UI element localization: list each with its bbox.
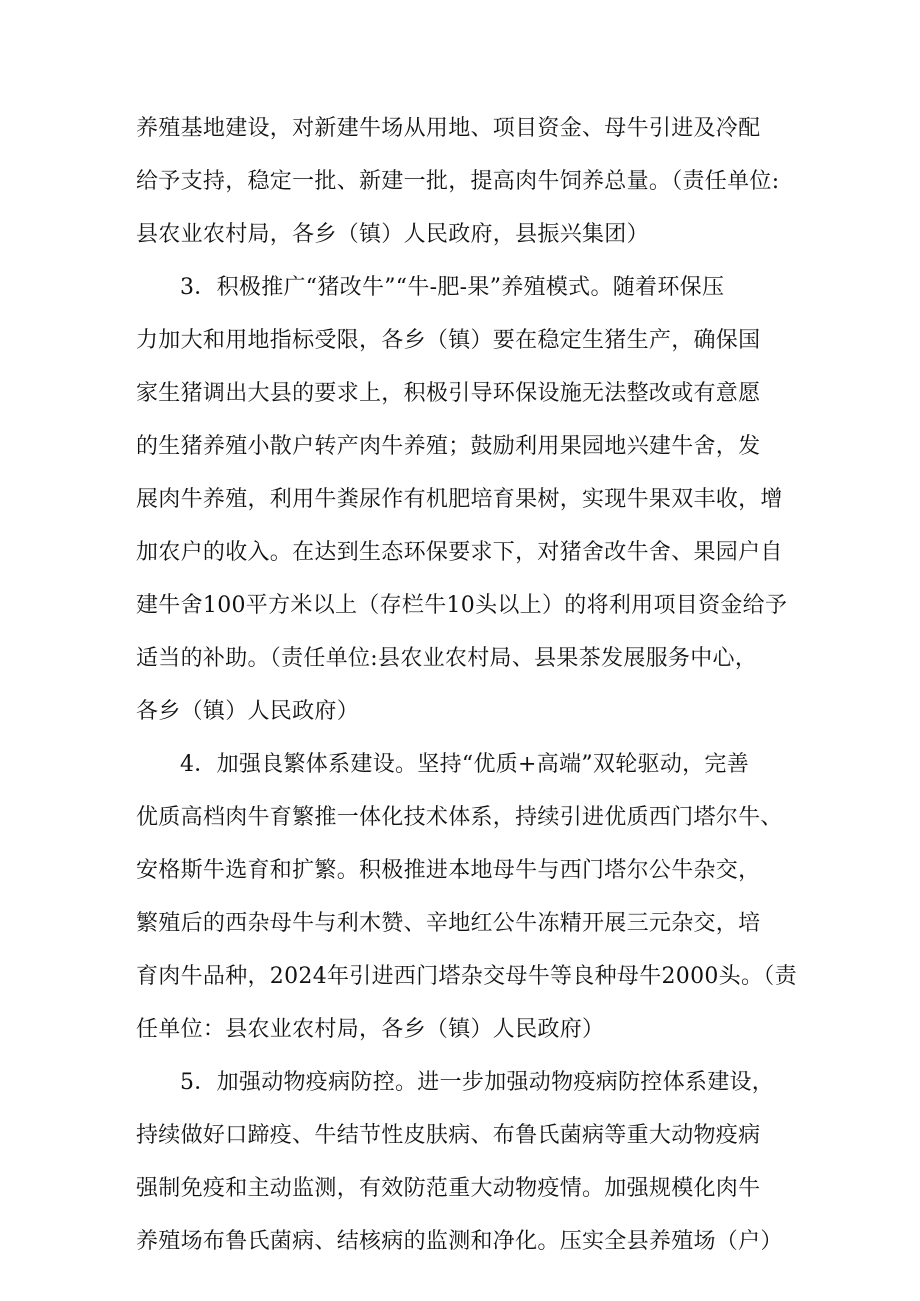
paragraph-line: 家生猪调出大县的要求上，积极引导环保设施无法整改或有意愿: [136, 381, 761, 406]
paragraph-line: 力加大和用地指标受限，各乡（镇）要在稳定生猪生产，确保国: [136, 328, 761, 353]
paragraph-line: 优质高档肉牛育繁推一体化技术体系，持续引进优质西门塔尔牛、: [136, 805, 783, 830]
paragraph-line: 持续做好口蹄疫、牛结节性皮肤病、布鲁氏菌病等重大动物疫病: [136, 1123, 761, 1148]
paragraph-line: 安格斯牛选育和扩繁。积极推进本地母牛与西门塔尔公牛杂交，: [136, 858, 761, 883]
paragraph-5-first-line: 5．加强动物疫病防控。进一步加强动物疫病防控体系建设，: [180, 1070, 775, 1095]
paragraph-line: 繁殖后的西杂母牛与利木赞、辛地红公牛冻精开展三元杂交，培: [136, 911, 761, 936]
paragraph-line: 加农户的收入。在达到生态环保要求下，对猪舍改牛舍、果园户自: [136, 540, 783, 565]
paragraph-line: 建牛舍100平方米以上（存栏牛10头以上）的将利用项目资金给予: [136, 593, 788, 618]
paragraph-line: 各乡（镇）人民政府）: [136, 699, 360, 724]
paragraph-line: 展肉牛养殖，利用牛粪尿作有机肥培育果树，实现牛果双丰收，增: [136, 487, 783, 512]
paragraph-line: 县农业农村局，各乡（镇）人民政府，县振兴集团）: [136, 222, 649, 247]
paragraph-line: 育肉牛品种，2024年引进西门塔杂交母牛等良种母牛2000头。（责: [136, 964, 797, 989]
paragraph-line: 的生猪养殖小散户转产肉牛养殖；鼓励利用果园地兴建牛舍，发: [136, 434, 761, 459]
paragraph-line: 适当的补助。（责任单位:县农业农村局、县果茶发展服务中心，: [136, 646, 758, 671]
paragraph-line: 养殖基地建设，对新建牛场从用地、项目资金、母牛引进及冷配: [136, 116, 761, 141]
paragraph-line: 任单位：县农业农村局，各乡（镇）人民政府）: [136, 1017, 605, 1042]
paragraph-4-first-line: 4．加强良繁体系建设。坚持“优质+高端”双轮驱动，完善: [180, 752, 750, 777]
paragraph-line: 给予支持，稳定一批、新建一批，提高肉牛饲养总量。（责任单位:: [136, 169, 780, 194]
paragraph-3-first-line: 3．积极推广“猪改牛”“牛-肥-果”养殖模式。随着环保压: [180, 275, 725, 300]
paragraph-line: 养殖场布鲁氏菌病、结核病的监测和净化。压实全县养殖场（户）: [136, 1229, 783, 1254]
paragraph-line: 强制免疫和主动监测，有效防范重大动物疫情。加强规模化肉牛: [136, 1176, 761, 1201]
